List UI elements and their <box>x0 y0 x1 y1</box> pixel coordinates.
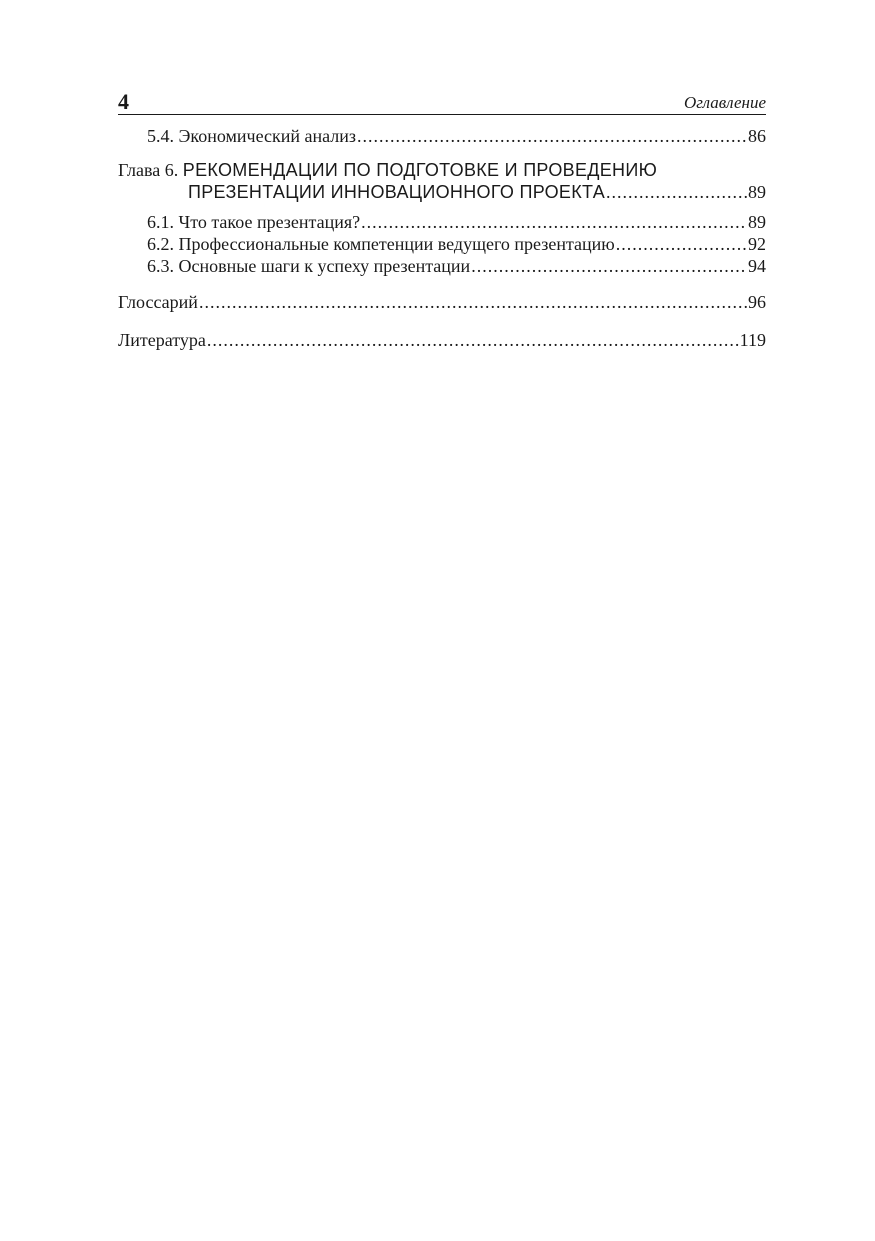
toc-entry-page: 86 <box>748 126 766 146</box>
dot-leader <box>207 329 739 351</box>
chapter-title-part-2: ПРЕЗЕНТАЦИИ ИННОВАЦИОННОГО ПРОЕКТА <box>188 182 606 202</box>
toc-entry-page: 89 <box>748 212 766 232</box>
chapter-6-sections <box>118 211 766 277</box>
document-page <box>118 88 766 351</box>
table-of-contents <box>118 125 766 351</box>
toc-entry-6-3[interactable] <box>118 255 766 277</box>
dot-leader <box>361 211 747 233</box>
toc-entry-label: 6.1. Что такое презентация? <box>147 212 361 232</box>
toc-entry-page: 94 <box>748 256 766 276</box>
toc-entry-glossary[interactable] <box>118 291 766 313</box>
toc-entry-5-4[interactable] <box>118 125 766 147</box>
dot-leader <box>199 291 747 313</box>
toc-entry-6-2[interactable] <box>118 233 766 255</box>
running-title: Оглавление <box>683 93 766 112</box>
toc-entry-page: 89 <box>748 182 766 202</box>
dot-leader <box>606 181 747 203</box>
toc-entry-label: Литература <box>118 330 206 350</box>
chapter-title-line-1 <box>118 159 766 181</box>
page-number: 4 <box>118 89 129 114</box>
toc-entry-page: 96 <box>748 292 766 312</box>
toc-entry-page: 92 <box>748 234 766 254</box>
toc-entry-literature[interactable] <box>118 329 766 351</box>
chapter-prefix: Глава 6. <box>118 160 179 180</box>
toc-entry-page: 119 <box>739 330 766 350</box>
toc-entry-label: 5.4. Экономический анализ <box>147 126 357 146</box>
chapter-title-part-1: РЕКОМЕНДАЦИИ ПО ПОДГОТОВКЕ И ПРОВЕДЕНИЮ <box>182 160 658 180</box>
toc-entry-label: 6.2. Профессиональные компетенции ведущего презентацию <box>147 234 615 254</box>
dot-leader <box>616 233 747 255</box>
toc-entry-label: Глоссарий <box>118 292 198 312</box>
chapter-title-line-2 <box>118 181 766 203</box>
dot-leader <box>357 125 747 147</box>
toc-entry-chapter-6[interactable] <box>118 159 766 203</box>
dot-leader <box>471 255 747 277</box>
running-header <box>118 88 766 115</box>
toc-entry-label: 6.3. Основные шаги к успеху презентации <box>147 256 471 276</box>
toc-entry-6-1[interactable] <box>118 211 766 233</box>
